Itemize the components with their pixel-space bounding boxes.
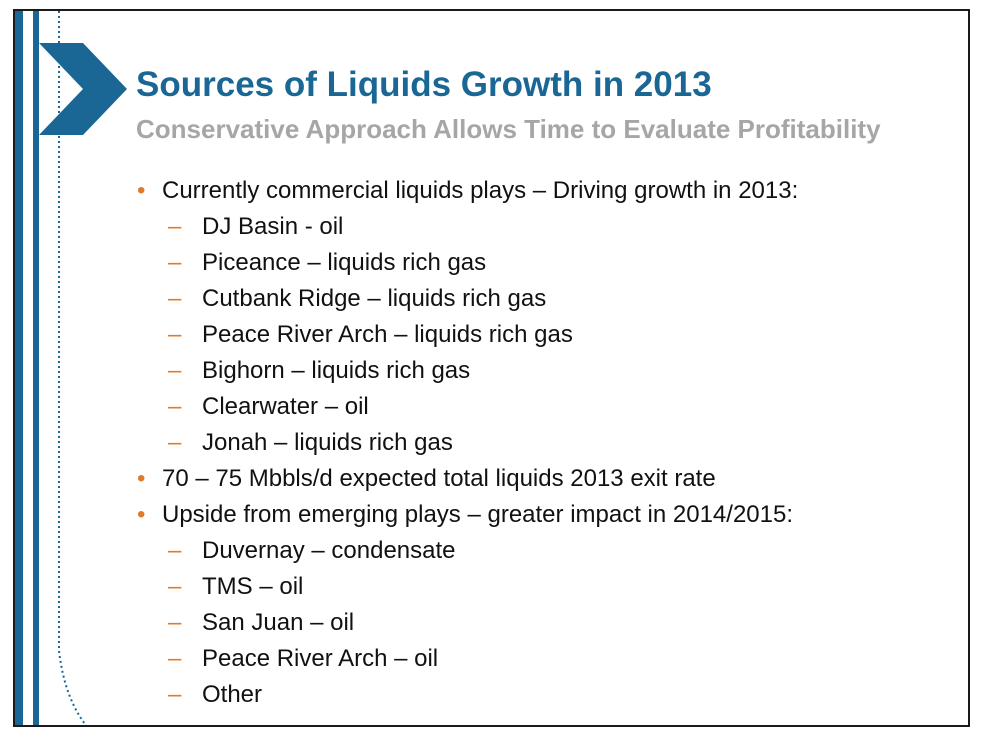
slide-subtitle: Conservative Approach Allows Time to Evaluate Profitability <box>136 114 881 144</box>
sub-bullet-item <box>135 353 798 389</box>
sub-bullet-item <box>135 677 798 713</box>
bullet-marker: • <box>137 501 146 528</box>
dash-marker: – <box>168 429 182 456</box>
bullet-text: Jonah – liquids rich gas <box>202 429 453 456</box>
bullet-text: San Juan – oil <box>202 609 355 636</box>
bullet-text: 70 – 75 Mbbls/d expected total liquids 2013 exit rate <box>162 465 716 492</box>
sub-bullet-item <box>135 317 798 353</box>
bullet-text: Currently commercial liquids plays – Driving growth in 2013: <box>162 177 799 204</box>
sub-bullet-item <box>135 641 798 677</box>
bullet-marker: • <box>137 177 146 204</box>
sub-bullet-item <box>135 245 798 281</box>
sub-bullet-item <box>135 533 798 569</box>
brand-chevron-decoration <box>15 11 145 727</box>
bullet-list <box>135 173 798 713</box>
dash-marker: – <box>168 357 182 384</box>
bullet-item <box>135 461 798 497</box>
dash-marker: – <box>168 573 182 600</box>
bullet-text: Other <box>202 681 263 708</box>
dash-marker: – <box>168 537 182 564</box>
bullet-item <box>135 173 798 209</box>
bullet-text: Bighorn – liquids rich gas <box>202 357 471 384</box>
slide-title: Sources of Liquids Growth in 2013 <box>136 65 712 104</box>
bullet-text: DJ Basin - oil <box>202 213 344 240</box>
sub-bullet-item <box>135 605 798 641</box>
sub-bullet-item <box>135 425 798 461</box>
bullet-text: Piceance – liquids rich gas <box>202 249 487 276</box>
bullet-text: Duvernay – condensate <box>202 537 456 564</box>
bullet-text: Peace River Arch – oil <box>202 645 439 672</box>
dash-marker: – <box>168 321 182 348</box>
sub-bullet-item <box>135 569 798 605</box>
sub-bullet-item <box>135 209 798 245</box>
slide <box>13 9 970 727</box>
bullet-text: Clearwater – oil <box>202 393 369 420</box>
dash-marker: – <box>168 645 182 672</box>
dash-marker: – <box>168 681 182 708</box>
dash-marker: – <box>168 213 182 240</box>
dash-marker: – <box>168 285 182 312</box>
sub-bullet-item <box>135 281 798 317</box>
bullet-text: TMS – oil <box>202 573 304 600</box>
dash-marker: – <box>168 609 182 636</box>
bullet-item <box>135 497 798 533</box>
bullet-text: Upside from emerging plays – greater impact in 2014/2015: <box>162 501 794 528</box>
bullet-marker: • <box>137 465 146 492</box>
dash-marker: – <box>168 249 182 276</box>
sub-bullet-item <box>135 389 798 425</box>
bullet-text: Peace River Arch – liquids rich gas <box>202 321 573 348</box>
bullet-text: Cutbank Ridge – liquids rich gas <box>202 285 547 312</box>
dash-marker: – <box>168 393 182 420</box>
